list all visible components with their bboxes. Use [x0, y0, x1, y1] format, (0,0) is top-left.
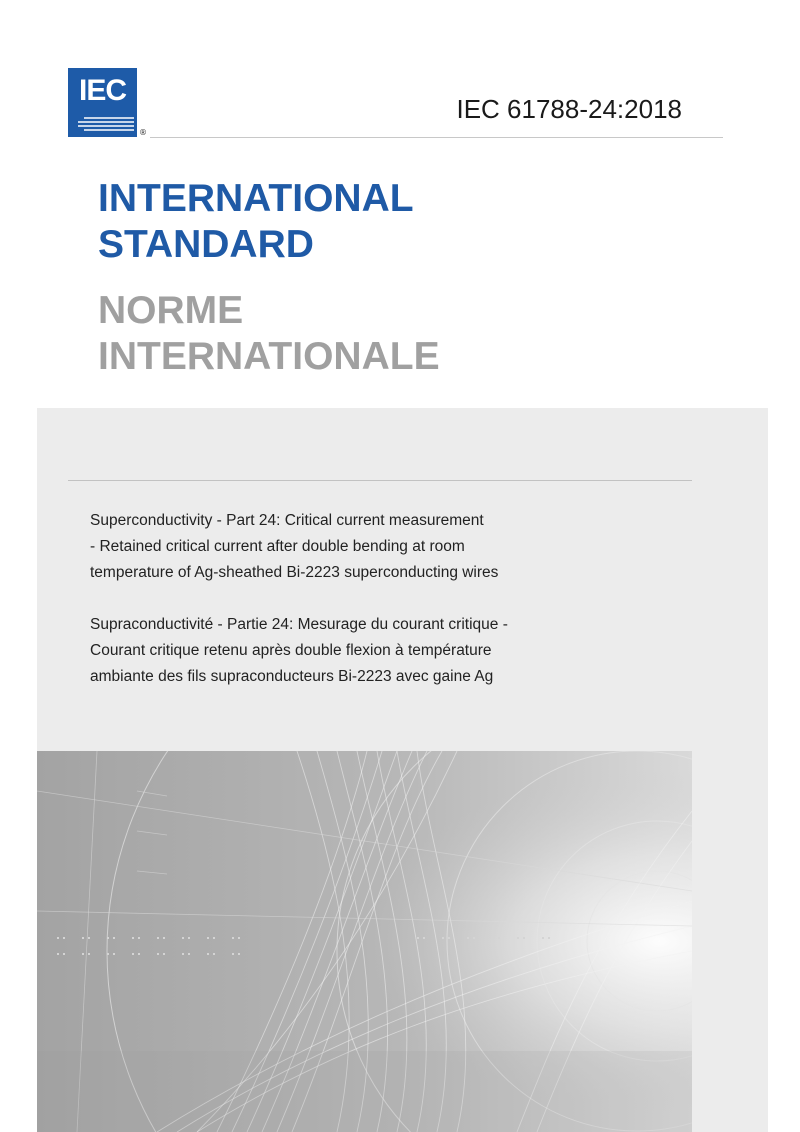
description-french: [90, 612, 560, 690]
registered-mark: ®: [139, 128, 147, 137]
title-french-line2: INTERNATIONALE: [98, 335, 440, 378]
description-english: [90, 508, 560, 586]
description-french-line: ambiante des fils supraconducteurs Bi-2223 avec gaine Ag: [90, 668, 494, 685]
iec-logo: [68, 68, 137, 137]
header-divider: [150, 137, 723, 138]
description-french-line: Supraconductivité - Partie 24: Mesurage du courant critique -: [90, 616, 508, 633]
description-english-line: temperature of Ag-sheathed Bi-2223 superconducting wires: [90, 564, 499, 581]
title-english-line2: STANDARD: [98, 223, 314, 266]
description-french-line: Courant critique retenu après double flexion à température: [90, 642, 492, 659]
title-english-line1: INTERNATIONAL: [98, 177, 414, 220]
description-english-line: Superconductivity - Part 24: Critical current measurement: [90, 512, 484, 529]
panel-divider: [68, 480, 692, 481]
title-french: [98, 288, 440, 380]
abstract-cover-graphic-icon: [37, 751, 692, 1132]
iec-logo-lines-icon: [68, 114, 137, 134]
description-english-line: - Retained critical current after double bending at room: [90, 538, 465, 555]
document-number: IEC 61788-24:2018: [456, 94, 682, 124]
title-french-line1: NORME: [98, 289, 244, 332]
iec-logo-text: IEC: [78, 74, 126, 107]
title-english: [98, 176, 414, 268]
